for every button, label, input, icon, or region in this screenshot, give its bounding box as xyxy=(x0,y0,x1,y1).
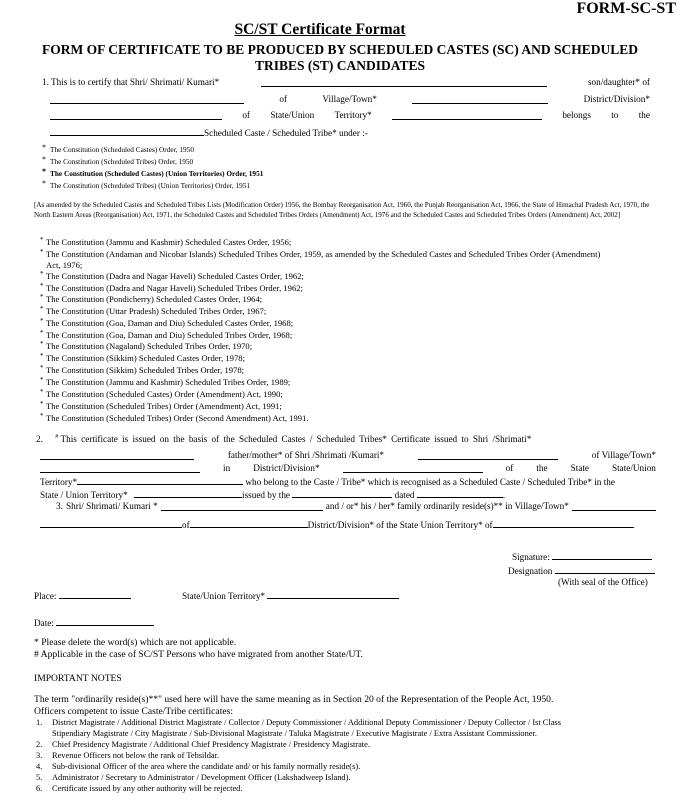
order-text: The Constitution (Scheduled Tribes) Order (Amendment) Act, 1991; xyxy=(46,401,282,411)
place-line xyxy=(34,589,131,601)
date-label: Date: xyxy=(34,618,54,628)
designation-line xyxy=(508,564,655,576)
para2-line4 xyxy=(40,475,656,487)
para3-number: 3. xyxy=(56,501,63,511)
residence-blank-1[interactable] xyxy=(40,518,182,528)
para1-line4-suffix: Scheduled Caste / Scheduled Tribe* under :- xyxy=(204,128,368,138)
para1-state-label: State/Union xyxy=(270,110,315,120)
para2-line4-mid: who belong to the Caste / Tribe* which is recognised as a Scheduled Caste / Scheduled Tribe* in the xyxy=(245,477,615,487)
para2-number: 2. xyxy=(36,434,43,445)
order-text: The Constitution (Scheduled Tribes) Order (Second Amendment) Act, 1991. xyxy=(46,413,309,423)
list-item: * The Constitution (Pondicherry) Scheduled Castes Order, 1964; xyxy=(40,293,263,304)
para2-issued-by: issued by the xyxy=(242,490,291,500)
para1-of-2: of xyxy=(242,110,250,120)
list-item: * The Constitution (Scheduled Tribes) Order, 1950 xyxy=(42,155,194,166)
name-blank[interactable] xyxy=(261,77,547,87)
list-item: * The Constitution (Goa, Daman and Diu) Scheduled Castes Order, 1968; xyxy=(40,317,294,328)
para2-line2-end: of Village/Town* xyxy=(591,450,656,460)
amendment-note: [As amended by the Scheduled Castes and Scheduled Tribes Lists (Modification Order) 1956, the Bombay Reorganisation Act, 1960, the Punjab Reorganisation Act, 1966, the State of Himachal Pradesh Act, 1970, the North Eastern Areas (Reorganisation) Act, 1971, the Scheduled Castes and Scheduled Tribes Orders (Amendment) Act, 1976 and the Scheduled Castes and Scheduled Tribes Orders (Amendment) Act, 2002] xyxy=(34,201,650,219)
signature-field[interactable] xyxy=(552,550,652,560)
list-item: * The Constitution (Nagaland) Scheduled Tribes Order, 1970; xyxy=(40,340,253,351)
para1-line1 xyxy=(42,77,650,87)
para2-territory: Territory* xyxy=(40,477,78,487)
designation-field[interactable] xyxy=(555,564,655,574)
list-item: * The Constitution (Scheduled Tribes) Order (Second Amendment) Act, 1991. xyxy=(40,412,309,423)
order-text: The Constitution (Jammu and Kashmir) Scheduled Castes Order, 1956; xyxy=(46,237,292,247)
order-text: The Constitution (Dadra and Nagar Haveli) Scheduled Tribes Order, 1962; xyxy=(46,283,303,293)
state-ut-label: State/Union Territory* xyxy=(182,591,266,601)
page-title: SC/ST Certificate Format xyxy=(234,21,406,38)
order-text: The Constitution (Scheduled Tribes) Order, 1950 xyxy=(50,157,194,166)
list-item: Certificate issued by any other authority will be rejected. xyxy=(52,784,243,793)
list-item: * The Constitution (Jammu and Kashmir) Scheduled Castes Order, 1956; xyxy=(40,236,292,247)
para1-line2 xyxy=(50,94,650,104)
order-text: The Constitution (Scheduled Castes) Order (Amendment) Act, 1990; xyxy=(46,389,283,399)
list-item: * The Constitution (Dadra and Nagar Haveli) Scheduled Castes Order, 1962; xyxy=(40,270,304,281)
list-item-number: 6. xyxy=(36,784,43,793)
list-item: * The Constitution (Jammu and Kashmir) Scheduled Tribes Order, 1989; xyxy=(40,376,291,387)
list-item: * The Constitution (Scheduled Tribes) Order (Amendment) Act, 1991; xyxy=(40,400,282,411)
list-item: * The Constitution (Andaman and Nicobar Islands) Scheduled Tribes Order, 1959, as amended by the Scheduled Castes and Scheduled Tribes Order (Amendment) xyxy=(40,248,601,259)
order-text: The Constitution (Pondicherry) Scheduled Castes Order, 1964; xyxy=(46,294,263,304)
list-item: * The Constitution (Sikkim) Scheduled Castes Order, 1978; xyxy=(40,352,245,363)
order-text: The Constitution (Sikkim) Scheduled Tribes Order, 1978; xyxy=(46,365,245,375)
list-item: District Magistrate / Additional District Magistrate / Collector / Deputy Commissioner / Additional Deputy Commissioner / Deputy Collector / Ist Class xyxy=(52,718,561,727)
order-text: The Constitution (Dadra and Nagar Haveli) Scheduled Castes Order, 1962; xyxy=(46,271,304,281)
para2-state: State xyxy=(570,463,589,473)
list-item-number: 4. xyxy=(36,762,43,771)
list-item: Revenue Officers not below the rank of Tehsildar. xyxy=(52,751,220,760)
para3-of: of xyxy=(182,520,190,530)
order-text: The Constitution (Nagaland) Scheduled Tribes Order, 1970; xyxy=(46,341,253,351)
issued-to-blank[interactable] xyxy=(40,450,194,460)
officers-intro: Officers competent to issue Caste/Tribe certificates: xyxy=(34,706,234,717)
para2-in: in xyxy=(223,463,231,473)
residence-state-blank[interactable] xyxy=(493,518,633,528)
para2-line1 xyxy=(36,434,652,444)
para2-line1-text: This certificate is issued on the basis of the Scheduled Castes / Scheduled Tribes* Certificate issued to Shri /Shrimati* xyxy=(60,434,532,445)
signature-line xyxy=(512,550,652,562)
para2-line5: State / Union Territory* issued by the dated . xyxy=(40,490,506,500)
parent-name-blank[interactable] xyxy=(50,94,244,104)
date-field[interactable] xyxy=(56,616,154,626)
list-item: Chief Presidency Magistrate / Additional Chief Presidency Magistrate / Presidency Magistrate. xyxy=(52,740,370,749)
village-blank-2[interactable] xyxy=(40,463,200,473)
para1-of: of xyxy=(279,94,288,104)
important-notes-title: IMPORTANT NOTES xyxy=(34,673,122,684)
list-item: Sub-divisional Officer of the area where the candidate and/ or his family normally reside(s). xyxy=(52,762,361,771)
footnote-delete: * Please delete the word(s) which are not applicable. xyxy=(34,637,237,648)
state-blank[interactable] xyxy=(392,110,542,120)
para1-line1-suffix: son/daughter* of xyxy=(587,77,650,87)
district-blank[interactable] xyxy=(50,110,222,120)
order-text: The Constitution (Scheduled Castes) Order, 1950 xyxy=(50,145,194,154)
village-blank[interactable] xyxy=(412,94,548,104)
para3-prefix: Shri/ Shrimati/ Kumari * xyxy=(65,501,158,511)
state-ut-field[interactable] xyxy=(267,589,399,599)
list-item: * The Constitution (Scheduled Castes) (Union Territories) Order, 1951 xyxy=(42,167,264,178)
list-item: * The Constitution (Goa, Daman and Diu) Scheduled Tribes Order, 1968; xyxy=(40,329,293,340)
para3-line2-mid: District/Division* of the State Union Territory* of xyxy=(307,520,493,530)
designation-label: Designation xyxy=(508,566,553,576)
list-item: * The Constitution (Scheduled Tribes) (Union Territories) Order, 1951 xyxy=(42,179,251,190)
order-text: The Constitution (Andaman and Nicobar Islands) Scheduled Tribes Order, 1959, as amended by the Scheduled Castes and Scheduled Tribes Order (Amendment) xyxy=(46,249,601,259)
order-text: The Constitution (Goa, Daman and Diu) Scheduled Tribes Order, 1968; xyxy=(46,330,293,340)
signature-label: Signature: xyxy=(512,552,550,562)
son-name-blank[interactable] xyxy=(418,450,558,460)
para1-line4 xyxy=(50,126,368,138)
territory-blank[interactable] xyxy=(77,475,243,485)
place-label: Place: xyxy=(34,591,57,601)
order-text: Act, 1976; xyxy=(46,260,83,270)
caste-blank[interactable] xyxy=(50,126,204,136)
para2-line2-mid: father/mother* of Shri /Shrimati /Kumari* xyxy=(227,450,385,460)
list-item: Administrator / Secretary to Administrator / Development Officer (Lakshadweep Island). xyxy=(52,773,351,782)
list-item: * The Constitution (Dadra and Nagar Haveli) Scheduled Tribes Order, 1962; xyxy=(40,282,303,293)
para3-mid: and / or* his / her* family ordinarily reside(s)** in Village/Town* xyxy=(325,501,569,511)
para3-line2: of District/Division* of the State Union Territory* of . xyxy=(40,518,656,530)
para1-the: the xyxy=(638,110,650,120)
issuing-authority-blank[interactable] xyxy=(292,488,392,498)
place-field[interactable] xyxy=(59,589,131,599)
list-item-number: 5. xyxy=(36,773,43,782)
form-code: FORM-SC-ST xyxy=(576,0,676,17)
date-line xyxy=(34,616,154,628)
para2-line2 xyxy=(40,450,656,460)
para2-district: District/Division* xyxy=(253,463,320,473)
order-text: The Constitution (Jammu and Kashmir) Scheduled Tribes Order, 1989; xyxy=(46,377,291,387)
para2-the: the xyxy=(536,463,548,473)
list-item: * The Constitution (Scheduled Castes) Order, 1950 xyxy=(42,143,194,154)
list-item-continuation xyxy=(46,260,82,271)
para1-district-label: District/Division* xyxy=(583,94,650,104)
date-issued-blank[interactable] xyxy=(417,488,503,498)
para2-state-ut: State / Union Territory* xyxy=(40,490,128,500)
list-item: * The Constitution (Scheduled Castes) Order (Amendment) Act, 1990; xyxy=(40,388,283,399)
list-item-continuation: Stipendiary Magistrate / City Magistrate / Sub-Divisional Magistrate / Taluka Magistrate / Executive Magistrate / Extra Assistant Commissioner. xyxy=(52,729,537,738)
order-text: The Constitution (Sikkim) Scheduled Castes Order, 1978; xyxy=(46,353,245,363)
list-item: * The Constitution (Sikkim) Scheduled Tribes Order, 1978; xyxy=(40,364,245,375)
para1-belongs: belongs xyxy=(562,110,591,120)
list-item-number: 1. xyxy=(36,718,43,727)
order-text: The Constitution (Scheduled Castes) (Union Territories) Order, 1951 xyxy=(50,169,264,178)
seal-note: (With seal of the Office) xyxy=(558,577,648,587)
para1-to: to xyxy=(611,110,619,120)
para1-territory-label: Territory* xyxy=(334,110,372,120)
term-note: The term "ordinarily reside(s)**" used here will have the same meaning as in Section 20 of the Representation of the People Act, 1950. xyxy=(34,694,554,705)
para2-dated: dated xyxy=(394,490,415,500)
state-ut-line xyxy=(182,589,399,601)
para1-line1-prefix: 1. This is to certify that Shri/ Shrimati/ Kumari* xyxy=(42,77,220,87)
para1-village-label: Village/Town* xyxy=(322,94,377,104)
para2-of: of xyxy=(505,463,514,473)
order-text: The Constitution (Goa, Daman and Diu) Scheduled Castes Order, 1968; xyxy=(46,318,294,328)
order-text: The Constitution (Uttar Pradesh) Scheduled Tribes Order, 1967; xyxy=(46,306,267,316)
para2-line3 xyxy=(40,463,656,473)
para3-line1 xyxy=(56,501,656,511)
list-item-number: 3. xyxy=(36,751,43,760)
district-blank-2[interactable] xyxy=(343,463,483,473)
list-item-number: 2. xyxy=(36,740,43,749)
resident-name-blank[interactable] xyxy=(161,501,323,511)
para1-line3 xyxy=(50,110,650,120)
order-text: The Constitution (Scheduled Tribes) (Union Territories) Order, 1951 xyxy=(50,181,251,190)
para2-hash: # xyxy=(55,434,59,440)
form-heading: FORM OF CERTIFICATE TO BE PRODUCED BY SCHEDULED CASTES (SC) AND SCHEDULED TRIBES (ST) CANDIDATES xyxy=(42,42,638,73)
residence-village-blank[interactable] xyxy=(572,501,656,511)
state-ut-blank[interactable] xyxy=(134,488,242,498)
para2-state-union: State/Union xyxy=(612,463,656,473)
list-item: * The Constitution (Uttar Pradesh) Scheduled Tribes Order, 1967; xyxy=(40,305,267,316)
footnote-migrated: # Applicable in the case of SC/ST Persons who have migrated from another State/UT. xyxy=(34,649,363,660)
residence-blank-2[interactable] xyxy=(190,518,308,528)
